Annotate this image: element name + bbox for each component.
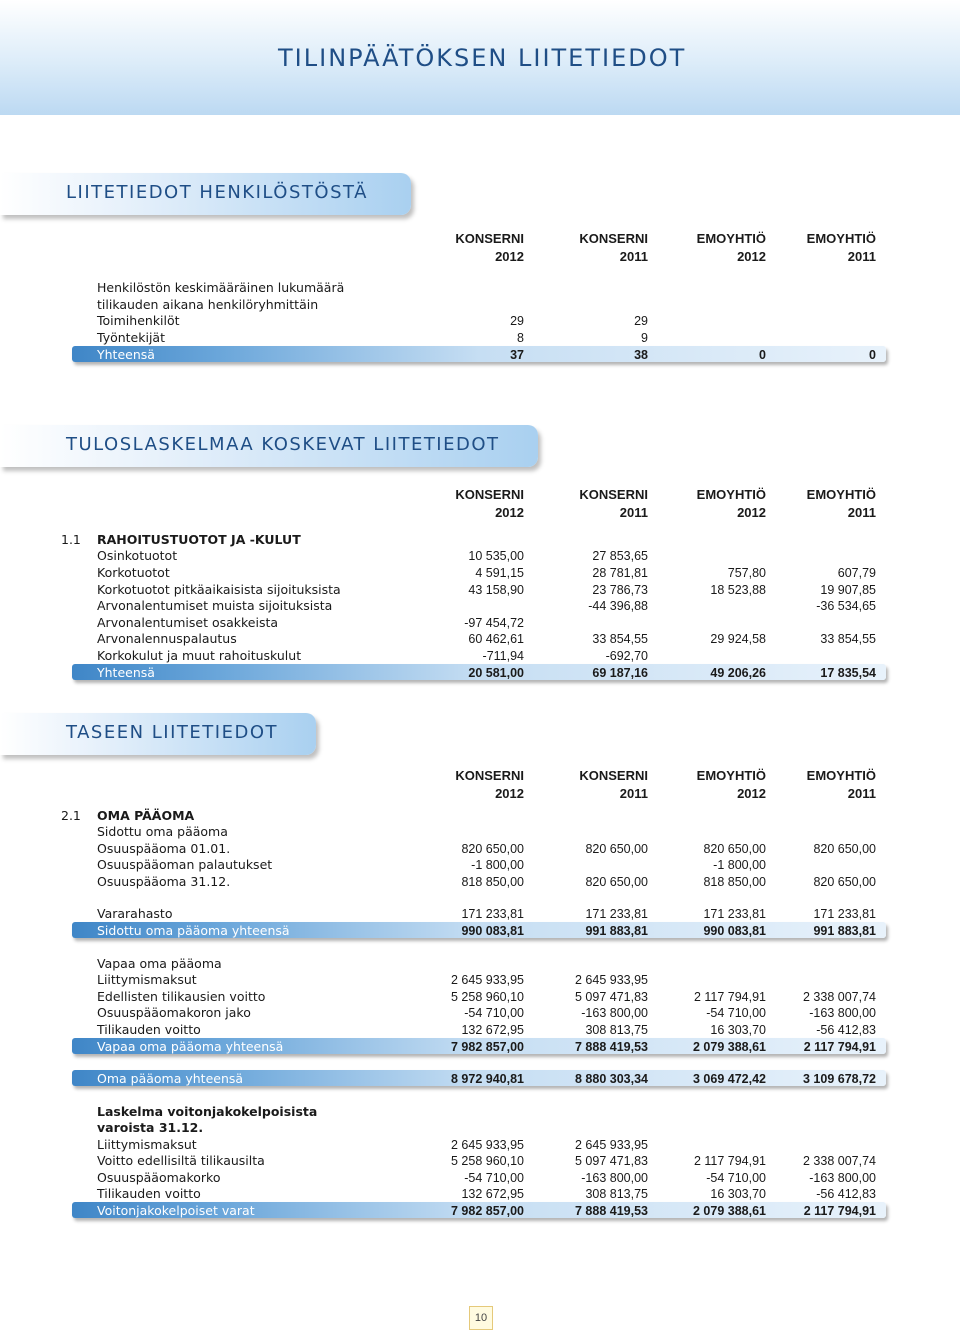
restricted-row-2-value-0: 818 850,00 (461, 875, 524, 889)
distributable-heading-2: varoista 31.12. (97, 1120, 204, 1135)
distributable-row-2-label: Osuuspääomakorko (97, 1170, 221, 1185)
income-row-1-value-3: 607,79 (837, 566, 876, 580)
income-row-5-label: Arvonalennuspalautus (97, 631, 237, 646)
income-row-0-value-1: 27 853,65 (592, 549, 648, 563)
free-row-3-value-3: -56 412,83 (816, 1023, 876, 1037)
income-row-7-label: Yhteensä (97, 665, 155, 680)
free-row-4-label: Vapaa oma pääoma yhteensä (97, 1039, 284, 1054)
personnel-col-year-2: 2012 (737, 249, 766, 264)
distributable-row-0-value-1: 2 645 933,95 (575, 1138, 648, 1152)
restricted-row-0-value-3: 820 650,00 (813, 842, 876, 856)
free-row-1-value-3: 2 338 007,74 (803, 990, 876, 1004)
income-row-2-label: Korkotuotot pitkäaikaisista sijoituksista (97, 582, 341, 597)
restricted-row-4-value-3: 991 883,81 (813, 924, 876, 938)
balance-col-entity-2: EMOYHTIÖ (696, 768, 766, 783)
distributable-row-1-value-0: 5 258 960,10 (451, 1154, 524, 1168)
free-row-3-value-0: 132 672,95 (461, 1023, 524, 1037)
income-col-year-2: 2012 (737, 505, 766, 520)
income-col-entity-1: KONSERNI (579, 487, 648, 502)
equity-total-value-1: 8 880 303,34 (575, 1072, 648, 1086)
restricted-row-2-value-1: 820 650,00 (585, 875, 648, 889)
distributable-row-3-value-2: 16 303,70 (710, 1187, 766, 1201)
restricted-row-0-value-1: 820 650,00 (585, 842, 648, 856)
restricted-row-3-value-3: 171 233,81 (813, 907, 876, 921)
income-row-7-value-2: 49 206,26 (710, 666, 766, 680)
distributable-row-0-label: Liittymismaksut (97, 1137, 197, 1152)
distributable-row-1-value-2: 2 117 794,91 (693, 1154, 766, 1168)
personnel-col-entity-0: KONSERNI (455, 231, 524, 246)
income-row-7-value-3: 17 835,54 (820, 666, 876, 680)
restricted-row-0-value-2: 820 650,00 (703, 842, 766, 856)
free-row-2-value-0: -54 710,00 (464, 1006, 524, 1020)
personnel-row-1-label: Työntekijät (97, 330, 165, 345)
personnel-row-2-value-2: 0 (759, 348, 766, 362)
income-row-2-value-1: 23 786,73 (592, 583, 648, 597)
equity-total-value-0: 8 972 940,81 (451, 1072, 524, 1086)
free-row-3-label: Tilikauden voitto (97, 1022, 201, 1037)
income-row-1-value-0: 4 591,15 (475, 566, 524, 580)
income-row-2-value-2: 18 523,88 (710, 583, 766, 597)
free-row-1-value-2: 2 117 794,91 (693, 990, 766, 1004)
income-row-1-label: Korkotuotot (97, 565, 170, 580)
personnel-col-year-1: 2011 (619, 249, 648, 264)
personnel-col-year-3: 2011 (847, 249, 876, 264)
restricted-heading: Sidottu oma pääoma (97, 824, 228, 839)
restricted-row-2-value-3: 820 650,00 (813, 875, 876, 889)
income-col-entity-3: EMOYHTIÖ (806, 487, 876, 502)
income-row-7-value-0: 20 581,00 (468, 666, 524, 680)
restricted-row-1-value-2: -1 800,00 (713, 858, 766, 872)
personnel-row-0-label: Toimihenkilöt (97, 313, 180, 328)
personnel-col-year-0: 2012 (495, 249, 524, 264)
income-row-5-value-3: 33 854,55 (820, 632, 876, 646)
distributable-row-1-value-1: 5 097 471,83 (575, 1154, 648, 1168)
free-row-2-label: Osuuspääomakoron jako (97, 1005, 251, 1020)
distributable-row-4-value-2: 2 079 388,61 (693, 1204, 766, 1218)
personnel-intro-1: Henkilöstön keskimääräinen lukumäärä (97, 280, 345, 295)
balance-col-year-1: 2011 (619, 786, 648, 801)
restricted-row-3-label: Vararahasto (97, 906, 173, 921)
section-title-balance: TASEEN LIITETIEDOT (66, 722, 278, 743)
income-row-3-label: Arvonalentumiset muista sijoituksista (97, 598, 333, 613)
income-row-3-value-1: -44 396,88 (588, 599, 648, 613)
restricted-row-3-value-1: 171 233,81 (585, 907, 648, 921)
balance-col-entity-1: KONSERNI (579, 768, 648, 783)
balance-col-entity-3: EMOYHTIÖ (806, 768, 876, 783)
free-row-0-value-1: 2 645 933,95 (575, 973, 648, 987)
free-row-4-value-3: 2 117 794,91 (803, 1040, 876, 1054)
personnel-row-2-value-1: 38 (634, 348, 648, 362)
free-row-1-label: Edellisten tilikausien voitto (97, 989, 266, 1004)
restricted-row-1-label: Osuuspääoman palautukset (97, 857, 273, 872)
restricted-row-1-value-0: -1 800,00 (471, 858, 524, 872)
balance-section-title: OMA PÄÄOMA (97, 808, 195, 823)
distributable-row-2-value-0: -54 710,00 (464, 1171, 524, 1185)
income-row-4-label: Arvonalentumiset osakkeista (97, 615, 279, 630)
free-row-3-value-2: 16 303,70 (710, 1023, 766, 1037)
balance-col-year-3: 2011 (847, 786, 876, 801)
income-row-7-value-1: 69 187,16 (592, 666, 648, 680)
income-section-no: 1.1 (61, 532, 81, 547)
income-row-4-value-0: -97 454,72 (464, 616, 524, 630)
restricted-row-4-value-0: 990 083,81 (461, 924, 524, 938)
free-row-0-label: Liittymismaksut (97, 972, 197, 987)
free-row-4-value-0: 7 982 857,00 (451, 1040, 524, 1054)
personnel-row-2-label: Yhteensä (97, 347, 155, 362)
personnel-row-1-value-0: 8 (517, 331, 524, 345)
restricted-row-0-label: Osuuspääoma 01.01. (97, 841, 231, 856)
distributable-row-3-label: Tilikauden voitto (97, 1186, 201, 1201)
income-row-0-value-0: 10 535,00 (468, 549, 524, 563)
distributable-heading-1: Laskelma voitonjakokelpoisista (97, 1104, 318, 1119)
free-row-4-value-2: 2 079 388,61 (693, 1040, 766, 1054)
restricted-row-3-value-0: 171 233,81 (461, 907, 524, 921)
distributable-row-3-value-1: 308 813,75 (585, 1187, 648, 1201)
distributable-row-3-value-3: -56 412,83 (816, 1187, 876, 1201)
personnel-col-entity-1: KONSERNI (579, 231, 648, 246)
equity-total-value-2: 3 069 472,42 (693, 1072, 766, 1086)
distributable-row-2-value-1: -163 800,00 (581, 1171, 648, 1185)
income-row-1-value-1: 28 781,81 (592, 566, 648, 580)
free-row-2-value-2: -54 710,00 (706, 1006, 766, 1020)
income-row-6-value-0: -711,94 (482, 649, 524, 663)
balance-col-year-0: 2012 (495, 786, 524, 801)
balance-col-entity-0: KONSERNI (455, 768, 524, 783)
page-number: 10 (469, 1306, 493, 1330)
distributable-row-4-value-3: 2 117 794,91 (803, 1204, 876, 1218)
restricted-row-2-label: Osuuspääoma 31.12. (97, 874, 231, 889)
income-row-1-value-2: 757,80 (727, 566, 766, 580)
personnel-row-2-value-0: 37 (510, 348, 524, 362)
personnel-row-1-value-1: 9 (641, 331, 648, 345)
income-row-2-value-3: 19 907,85 (820, 583, 876, 597)
restricted-row-2-value-2: 818 850,00 (703, 875, 766, 889)
distributable-row-0-value-0: 2 645 933,95 (451, 1138, 524, 1152)
income-row-5-value-2: 29 924,58 (710, 632, 766, 646)
free-row-0-value-0: 2 645 933,95 (451, 973, 524, 987)
income-col-year-0: 2012 (495, 505, 524, 520)
section-title-personnel: LIITETIEDOT HENKILÖSTÖSTÄ (66, 182, 368, 203)
income-col-year-1: 2011 (619, 505, 648, 520)
income-col-year-3: 2011 (847, 505, 876, 520)
personnel-row-2-value-3: 0 (869, 348, 876, 362)
equity-total-value-3: 3 109 678,72 (803, 1072, 876, 1086)
section-title-income: TULOSLASKELMAA KOSKEVAT LIITETIEDOT (66, 434, 500, 455)
income-row-5-value-1: 33 854,55 (592, 632, 648, 646)
free-row-2-value-1: -163 800,00 (581, 1006, 648, 1020)
personnel-row-0-value-0: 29 (510, 314, 524, 328)
income-row-5-value-0: 60 462,61 (468, 632, 524, 646)
restricted-row-0-value-0: 820 650,00 (461, 842, 524, 856)
distributable-row-1-label: Voitto edellisiltä tilikausilta (97, 1153, 265, 1168)
restricted-row-4-value-1: 991 883,81 (585, 924, 648, 938)
income-row-6-label: Korkokulut ja muut rahoituskulut (97, 648, 302, 663)
free-row-2-value-3: -163 800,00 (809, 1006, 876, 1020)
personnel-row-0-value-1: 29 (634, 314, 648, 328)
income-section-title: RAHOITUSTUOTOT JA -KULUT (97, 532, 301, 547)
income-row-3-value-3: -36 534,65 (816, 599, 876, 613)
balance-col-year-2: 2012 (737, 786, 766, 801)
document-title: TILINPÄÄTÖKSEN LIITETIEDOT (278, 44, 687, 72)
free-row-4-value-1: 7 888 419,53 (575, 1040, 648, 1054)
income-col-entity-2: EMOYHTIÖ (696, 487, 766, 502)
restricted-row-4-label: Sidottu oma pääoma yhteensä (97, 923, 290, 938)
equity-total-label: Oma pääoma yhteensä (97, 1071, 244, 1086)
income-col-entity-0: KONSERNI (455, 487, 524, 502)
personnel-intro-2: tilikauden aikana henkilöryhmittäin (97, 297, 319, 312)
balance-section-no: 2.1 (61, 808, 81, 823)
free-row-1-value-1: 5 097 471,83 (575, 990, 648, 1004)
distributable-row-3-value-0: 132 672,95 (461, 1187, 524, 1201)
personnel-col-entity-2: EMOYHTIÖ (696, 231, 766, 246)
distributable-row-4-value-0: 7 982 857,00 (451, 1204, 524, 1218)
restricted-row-4-value-2: 990 083,81 (703, 924, 766, 938)
distributable-row-4-label: Voitonjakokelpoiset varat (97, 1203, 255, 1218)
distributable-row-1-value-3: 2 338 007,74 (803, 1154, 876, 1168)
income-row-6-value-1: -692,70 (605, 649, 648, 663)
free-heading: Vapaa oma pääoma (97, 956, 222, 971)
restricted-row-3-value-2: 171 233,81 (703, 907, 766, 921)
free-row-3-value-1: 308 813,75 (585, 1023, 648, 1037)
income-row-2-value-0: 43 158,90 (468, 583, 524, 597)
income-row-0-label: Osinkotuotot (97, 548, 178, 563)
free-row-1-value-0: 5 258 960,10 (451, 990, 524, 1004)
distributable-row-4-value-1: 7 888 419,53 (575, 1204, 648, 1218)
distributable-row-2-value-3: -163 800,00 (809, 1171, 876, 1185)
personnel-col-entity-3: EMOYHTIÖ (806, 231, 876, 246)
distributable-row-2-value-2: -54 710,00 (706, 1171, 766, 1185)
